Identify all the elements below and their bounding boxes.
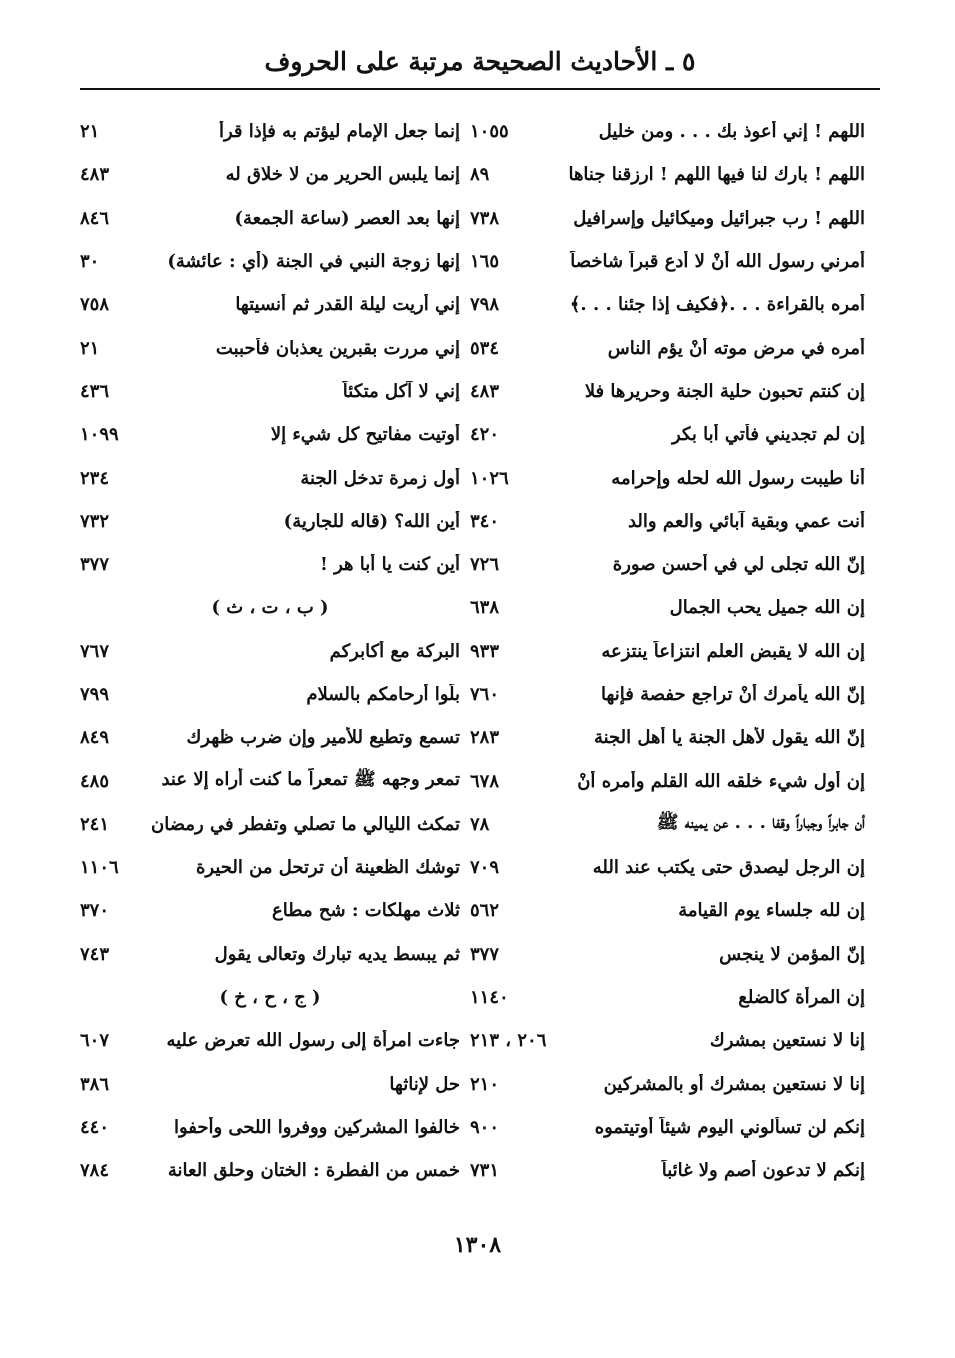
index-entry [470, 110, 865, 153]
index-entry [470, 759, 865, 802]
index-entry [470, 976, 865, 1019]
hadith-number: ٧٩٨ [470, 294, 500, 316]
hadith-text: تسمع وتطيع للأمير وإن ضرب ظهرك [186, 727, 460, 749]
page-header-title: ٥ ـ الأحاديث الصحيحة مرتبة على الحروف [264, 47, 696, 76]
index-entry [470, 716, 865, 759]
hadith-text: بلّوا أرحامكم بالسلام [306, 684, 460, 705]
index-entry [80, 1149, 460, 1192]
index-entry [80, 413, 460, 456]
hadith-text: إني لا آكل متكئاً [342, 380, 460, 402]
index-entry [80, 543, 460, 586]
hadith-text: إنّ المؤمن لا ينجس [719, 943, 865, 965]
hadith-number: ٤٨٣ [80, 164, 110, 186]
index-entry [470, 240, 865, 283]
index-entry [470, 413, 865, 456]
hadith-number: ٣٧٧ [80, 554, 110, 576]
hadith-text: أين كنت يا أبا هر ! [319, 554, 460, 576]
index-entry [470, 673, 865, 716]
index-entry [470, 153, 865, 196]
index-entry [470, 370, 865, 413]
hadith-number: ١٦٥ [470, 251, 500, 273]
index-entry [470, 283, 865, 326]
hadith-number: ٤٢٠ [470, 424, 500, 446]
hadith-text: تمعر وجهه ﷺ تمعراً ما كنت أراه إلا عند [161, 769, 460, 791]
hadith-number: ٢١ [80, 121, 100, 143]
hadith-text: أن جابراً وجباراً وقفا . . . عن يمينه ﷺ [656, 812, 865, 834]
index-entry [80, 326, 460, 369]
index-entry [470, 1106, 865, 1149]
index-entry [80, 846, 460, 889]
hadith-number: ٧٢٦ [470, 554, 500, 576]
hadith-text: إنما يلبس الحرير من لا خلاق له [225, 164, 460, 186]
index-entry [80, 716, 460, 759]
index-entry [80, 673, 460, 716]
hadith-text: أمره في مرض موته أنْ يؤم الناس [607, 337, 865, 359]
hadith-text: إنا لا نستعين بمشرك [709, 1030, 865, 1052]
hadith-number: ٧٠٩ [470, 857, 500, 879]
hadith-number: ٧٩٩ [80, 684, 110, 705]
hadith-text: إنكم لن تسألوني اليوم شيئاً أوتيتموه [594, 1116, 865, 1138]
section-heading-text: ( ب ، ت ، ث ) [211, 597, 329, 619]
index-entry [470, 1063, 865, 1106]
hadith-text: أول زمرة تدخل الجنة [300, 467, 460, 489]
hadith-text: حل لإناثها [389, 1073, 460, 1095]
hadith-text: أنت عمي وبقية آبائي والعم والد [627, 510, 865, 532]
section-heading [80, 976, 460, 1019]
hadith-text: أمرني رسول الله أنْ لا أدع قبراً شاخصاً [570, 251, 865, 273]
hadith-number: ٦٠٧ [80, 1030, 110, 1052]
index-entry [80, 240, 460, 283]
index-entry [80, 456, 460, 499]
hadith-number: ٧٦٠ [470, 684, 500, 705]
hadith-text: أمره بالقراءة . . .﴿فكيف إذا جئنا . . .﴾ [569, 294, 865, 316]
index-entry [470, 500, 865, 543]
hadith-number: ٣٤٠ [470, 510, 500, 532]
hadith-text: البركة مع أكابركم [329, 640, 460, 662]
hadith-number: ٢١٠ [470, 1073, 500, 1095]
hadith-text: إنما جعل الإمام ليؤتم به فإذا قرأ [219, 121, 460, 143]
index-entry [470, 803, 865, 846]
hadith-number: ٦٧٨ [470, 770, 500, 792]
index-entry [80, 889, 460, 932]
section-heading-text: ( ج ، ح ، خ ) [219, 987, 321, 1009]
hadith-text: توشك الظعينة أن ترتحل من الحيرة [195, 857, 460, 879]
hadith-text: تمكث الليالي ما تصلي وتفطر في رمضان [151, 813, 460, 835]
index-entry [80, 803, 460, 846]
hadith-text: إن أول شيء خلقه الله القلم وأمره أنْ [577, 770, 865, 792]
index-entry [470, 586, 865, 629]
hadith-number: ٧٣٨ [470, 207, 500, 229]
hadith-number: ٧٨٤ [80, 1160, 110, 1182]
hadith-number: ٣٠ [80, 251, 100, 273]
hadith-text: ثلاث مهلكات : شح مطاع [271, 900, 460, 922]
index-entry [470, 1019, 865, 1062]
index-entry [80, 500, 460, 543]
section-heading [80, 586, 460, 629]
hadith-number: ٩٣٣ [470, 640, 500, 662]
hadith-text: خمس من الفطرة : الختان وحلق العانة [167, 1160, 460, 1182]
index-entry [470, 197, 865, 240]
index-entry [470, 630, 865, 673]
hadith-text: إن لله جلساء يوم القيامة [678, 900, 865, 922]
hadith-number: ٤٤٠ [80, 1116, 110, 1138]
index-entry [470, 456, 865, 499]
hadith-number: ٨٩ [470, 164, 490, 186]
index-column-left [80, 110, 460, 1192]
hadith-text: إن الله جميل يحب الجمال [669, 597, 865, 619]
index-entry [80, 1019, 460, 1062]
hadith-number: ٤٨٥ [80, 770, 110, 792]
hadith-text: خالفوا المشركين ووفروا اللحى وأحفوا [173, 1116, 460, 1138]
index-entry [470, 1149, 865, 1192]
hadith-text: إني أريت ليلة القدر ثم أُنسيتها [235, 294, 460, 316]
hadith-number: ٥٣٤ [470, 337, 500, 359]
hadith-number: ٥٦٢ [470, 900, 500, 922]
hadith-text: إنكم لا تدعون أصم ولا غائباً [661, 1160, 865, 1182]
hadith-text: إنا لا نستعين بمشرك أو بالمشركين [603, 1073, 865, 1095]
hadith-number: ٧٨ [470, 813, 490, 835]
hadith-number: ٢٨٣ [470, 727, 500, 749]
hadith-number: ١١٤٠ [470, 987, 509, 1009]
hadith-number: ١١٠٦ [80, 857, 119, 879]
hadith-text: إنّ الله يأمرك أنْ تراجع حفصة فإنها [600, 684, 865, 705]
hadith-text: إنها بعد العصر (ساعة الجمعة) [234, 207, 460, 229]
hadith-number: ٧٦٧ [80, 640, 110, 662]
index-column-right [470, 110, 865, 1192]
index-entry [80, 370, 460, 413]
page-number: ١٣٠٨ [453, 1232, 502, 1258]
hadith-number: ٢١ [80, 337, 100, 359]
hadith-number: ٣٧٧ [470, 943, 500, 965]
hadith-number: ٢٠٦ ، ٢١٣ [470, 1030, 547, 1052]
index-entry [470, 889, 865, 932]
index-entry [80, 759, 460, 802]
hadith-text: أين الله؟ (قاله للجارية) [283, 510, 460, 532]
hadith-number: ٢٣٤ [80, 467, 110, 489]
index-entry [470, 846, 865, 889]
hadith-number: ١٠٥٥ [470, 121, 509, 143]
index-entry [470, 326, 865, 369]
hadith-text: إن لم تجديني فأتي أبا بكر [671, 424, 865, 446]
hadith-number: ٢٤١ [80, 813, 110, 835]
hadith-text: إنّ الله يقول لأهل الجنة يا أهل الجنة [593, 727, 865, 749]
hadith-number: ٣٧٠ [80, 900, 110, 922]
hadith-number: ٨٤٩ [80, 727, 110, 749]
hadith-number: ٧٣٢ [80, 510, 110, 532]
hadith-number: ٧٣١ [470, 1160, 500, 1182]
index-entry [470, 933, 865, 976]
hadith-number: ٨٤٦ [80, 207, 110, 229]
hadith-text: أوتيت مفاتيح كل شيء إلا [270, 424, 460, 446]
index-entry [80, 630, 460, 673]
hadith-text: اللهم ! إني أعوذ بك . . . ومن خليل [598, 121, 865, 143]
hadith-text: اللهم ! رب جبرائيل وميكائيل وإسرافيل [573, 207, 865, 229]
hadith-text: إن الرجل ليصدق حتى يكتب عند الله [592, 857, 865, 879]
hadith-number: ٤٨٣ [470, 380, 500, 402]
index-entry [80, 1063, 460, 1106]
hadith-number: ٩٠٠ [470, 1116, 500, 1138]
header-rule [80, 88, 880, 90]
hadith-text: اللهم ! بارك لنا فيها اللهم ! ارزقنا جناها [568, 164, 865, 186]
index-entry [80, 933, 460, 976]
hadith-text: إنها زوجة النبي في الجنة (أي : عائشة) [167, 251, 460, 273]
hadith-text: أنا طيبت رسول الله لحله وإحرامه [611, 467, 865, 489]
hadith-number: ٣٨٦ [80, 1073, 110, 1095]
hadith-text: إن الله لا يقبض العلم انتزاعاً ينتزعه [601, 640, 865, 662]
hadith-number: ١٠٩٩ [80, 424, 119, 446]
index-entry [80, 153, 460, 196]
index-entry [80, 283, 460, 326]
index-entry [80, 197, 460, 240]
hadith-text: جاءت امرأة إلى رسول الله تعرض عليه [166, 1030, 460, 1052]
hadith-number: ٦٣٨ [470, 597, 500, 619]
hadith-text: إني مررت بقبرين يعذبان فأحببت [215, 337, 460, 359]
index-entry [80, 110, 460, 153]
hadith-text: إن المرأة كالضلع [738, 987, 865, 1009]
hadith-text: ثم يبسط يديه تبارك وتعالى يقول [214, 943, 460, 965]
index-entry [80, 1106, 460, 1149]
hadith-number: ١٠٢٦ [470, 467, 509, 489]
hadith-number: ٧٥٨ [80, 294, 110, 316]
hadith-text: إن كنتم تحبون حلية الجنة وحريرها فلا [584, 380, 865, 402]
hadith-number: ٧٤٣ [80, 943, 110, 965]
hadith-number: ٤٣٦ [80, 380, 110, 402]
hadith-text: إنّ الله تجلى لي في أحسن صورة [612, 554, 865, 576]
index-entry [470, 543, 865, 586]
